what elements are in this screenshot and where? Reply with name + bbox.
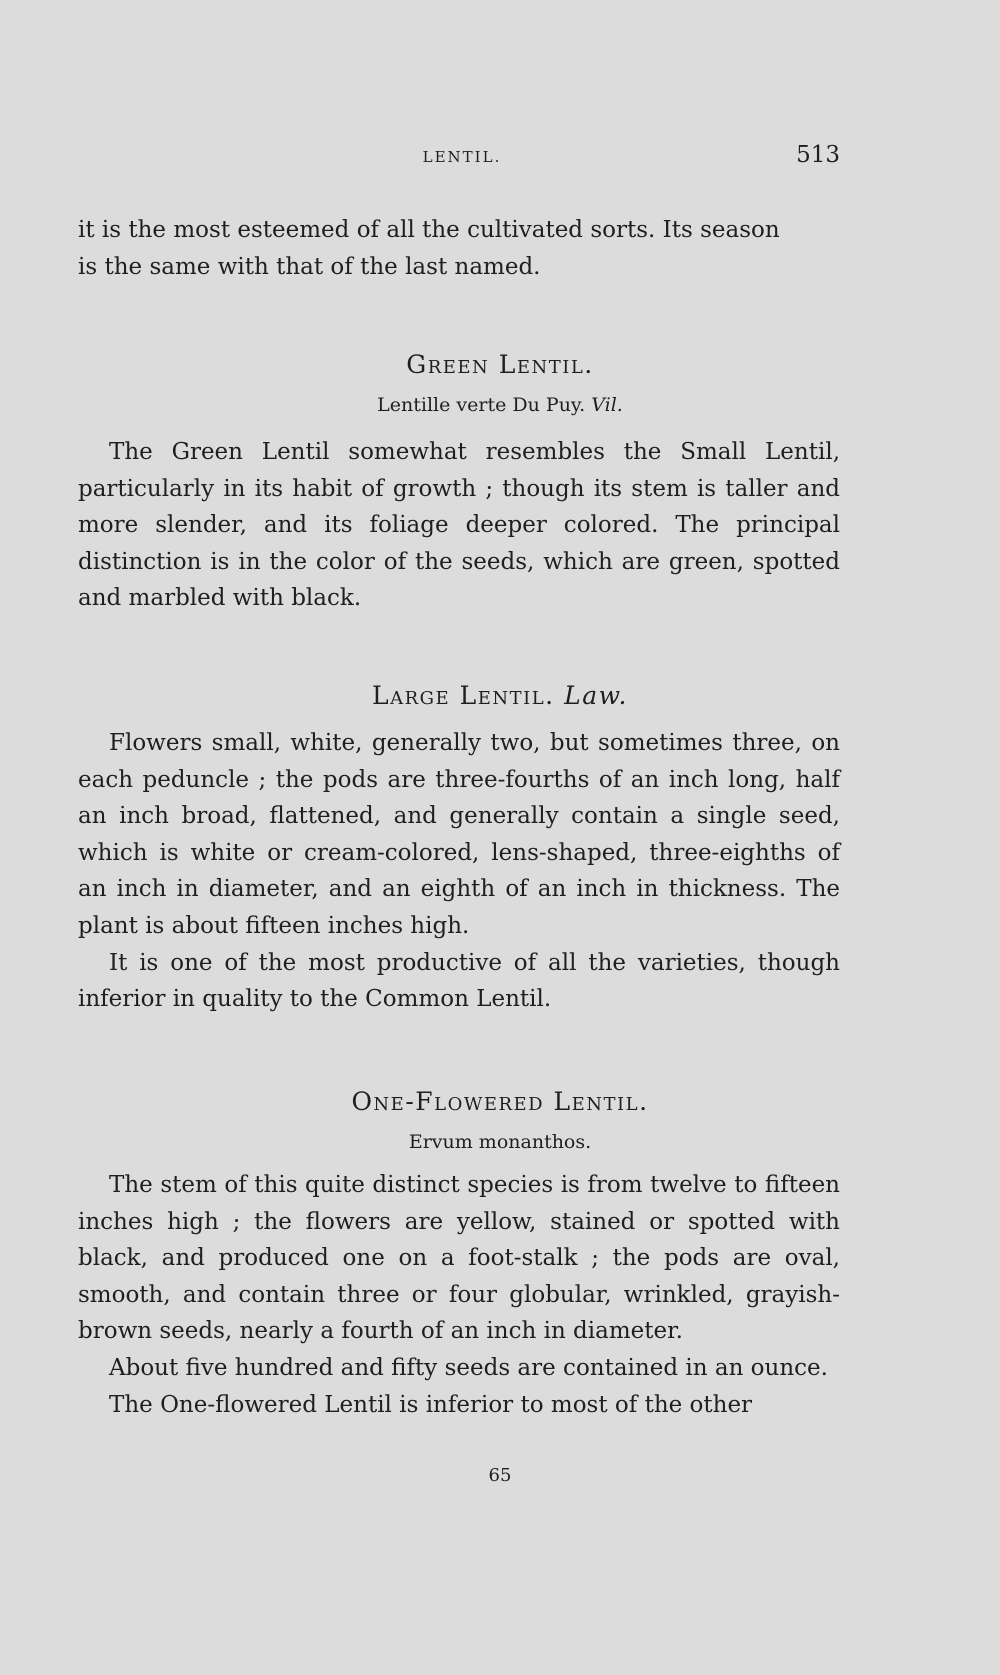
one-flowered-paragraph-3: The One-flowered Lentil is inferior to most of the other	[109, 1391, 753, 1418]
one-flowered-paragraph-2: About five hundred and fifty seeds are contained in an ounce.	[109, 1354, 828, 1381]
intro-text	[78, 212, 840, 285]
one-flowered-paragraph-1: The stem of this quite distinct species is from twelve to fifteen inches high ; the flowers are yellow, stained or spotted with black, and produced one on a foot-stalk ; the pods are oval, smooth, and contain three or four globular, wrinkled, grayish-brown seeds, nearly a fourth of an inch in diameter.	[78, 1172, 840, 1345]
large-lentil-description	[78, 725, 840, 1018]
one-flowered-lentil-synonym: Ervum monanthos.	[408, 1131, 592, 1153]
one-flowered-lentil-heading: One-Flowered Lentil.	[351, 1087, 649, 1116]
large-lentil-title: Large Lentil.	[372, 681, 555, 710]
intro-line-1: it is the most esteemed of all the cultivated sorts. Its season	[78, 217, 780, 243]
green-lentil-synonym-author: Vil.	[591, 394, 623, 416]
large-lentil-paragraph-2: It is one of the most productive of all the varieties, though inferior in quality to the Common Lentil.	[78, 949, 840, 1013]
green-lentil-paragraph: The Green Lentil somewhat resembles the Small Lentil, particularly in its habit of growth ; though its stem is taller and more slender, and its foliage deeper colored. The principal distinction is in the color of the seeds, which are green, spotted and marbled with black.	[78, 439, 840, 612]
running-title: LENTIL.	[422, 148, 502, 166]
green-lentil-synonym	[0, 394, 1000, 416]
page-number: 513	[796, 142, 840, 168]
green-lentil-synonym-text: Lentille verte Du Puy.	[377, 394, 586, 416]
large-lentil-heading	[0, 681, 1000, 710]
one-flowered-lentil-description	[78, 1167, 840, 1423]
green-lentil-description	[78, 434, 840, 617]
large-lentil-author: Law.	[564, 681, 628, 710]
running-head	[0, 142, 1000, 172]
large-lentil-paragraph-1: Flowers small, white, generally two, but sometimes three, on each peduncle ; the pods are three-fourths of an inch long, half an inch broad, flattened, and generally contain a single seed, which is white or cream-colored, lens-shaped, three-eighths of an inch in diameter, and an eighth of an inch in thickness. The plant is about fifteen inches high.	[78, 730, 840, 939]
green-lentil-heading: Green Lentil.	[406, 350, 594, 379]
printer-signature: 65	[488, 1465, 512, 1486]
intro-line-2: is the same with that of the last named.	[78, 253, 541, 280]
